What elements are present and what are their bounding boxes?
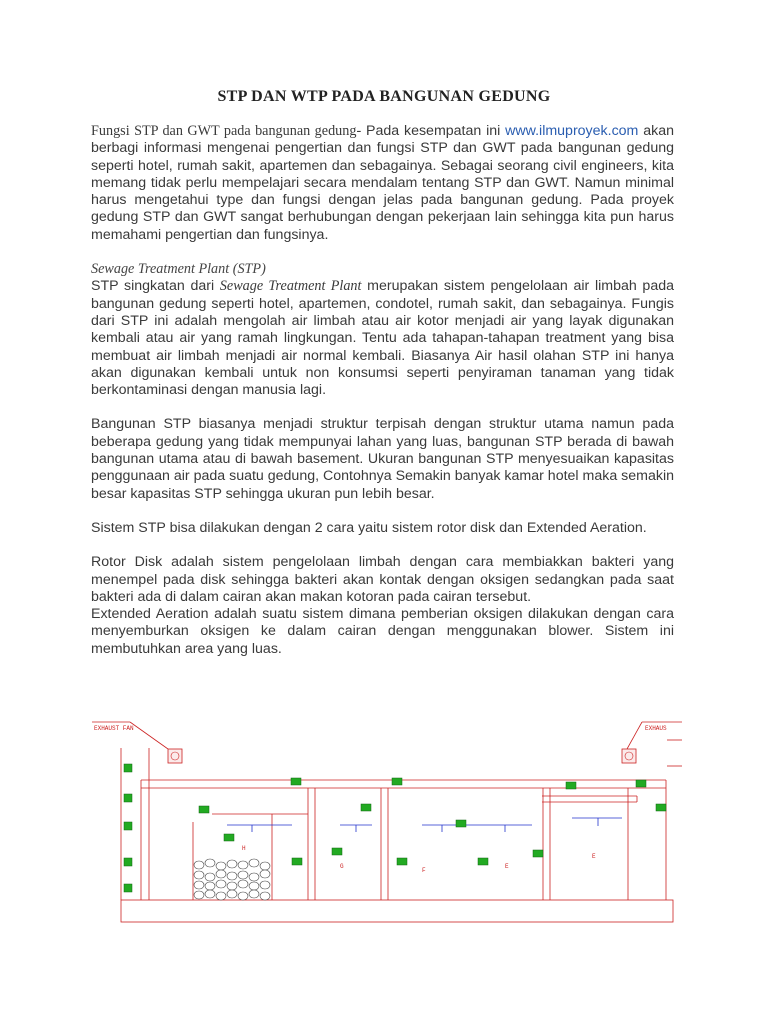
exhaust-fan-label-left: EXHAUST FAN (94, 725, 134, 732)
chamber-label-h: H (242, 845, 246, 852)
site-link[interactable]: www.ilmuproyek.com (505, 123, 639, 139)
stp-paragraph-2: Bangunan STP biasanya menjadi struktur terpisah dengan struktur utama namun pada beberapa gedung yang tidak mempunyai lahan yang luas, bangunan STP berada di bawah bangunan utama atau di bawah basement. Ukuran bangunan STP menyesuaikan kapasitas penggunaan air pada suatu gedung, Contohnya Semakin banyak kamar hotel maka semakin besar kapasitas STP sehingga ukuran pun lebih besar. (91, 416, 674, 502)
intro-text-1: Pada kesempatan ini (361, 123, 506, 139)
exhaust-fan-label-right: EXHAUS (645, 725, 667, 732)
stp-para1-text-a: STP singkatan dari (91, 278, 220, 295)
stp-paragraph-3: Sistem STP bisa dilakukan dengan 2 cara yaitu sistem rotor disk dan Extended Aeration. (91, 519, 647, 536)
chamber-label-f: F (422, 867, 426, 874)
article-body (91, 123, 674, 658)
intro-lead: Fungsi STP dan GWT pada bangunan gedung- (91, 123, 362, 139)
stp-paragraph-1 (91, 278, 674, 399)
chamber-label-e1: E (505, 863, 509, 870)
extended-aeration-paragraph: Extended Aeration adalah suatu sistem dimana pemberian oksigen dilakukan dengan cara menyemburkan oksigen ke dalam cairan dengan menggunakan blower. Sistem ini membutuhkan area yang luas. (91, 606, 674, 657)
intro-text-2: akan berbagi informasi mengenai pengertian dan fungsi STP dan GWT pada bangunan gedung seperti hotel, rumah sakit, apartemen dan sebagainya. Sebagai seorang civil engineers, kita memang tidak perlu mempelajari secara mendalam tentang STP dan GWT. Namun minimal harus mengetahui type dan fungsi dengan jelas pada bangunan gedung. Pada proyek gedung STP dan GWT sangat berhubungan dengan pekerjaan lain sehingga kita pun harus memahami pengertian dan fungsinya. (91, 123, 674, 243)
rotor-disk-paragraph: Rotor Disk adalah sistem pengelolaan limbah dengan cara membiakkan bakteri yang menempel pada disk sehingga bakteri akan kontak dengan oksigen sedangkan pada saat bakteri ada di dalam cairan akan makan kotoran pada cairan tersebut. (91, 554, 674, 605)
section-heading-stp: Sewage Treatment Plant (STP) (91, 261, 266, 278)
intro-paragraph (91, 123, 674, 244)
document-title: STP DAN WTP PADA BANGUNAN GEDUNG (217, 88, 551, 105)
chamber-label-e2: E (592, 853, 596, 860)
stp-para1-italic: Sewage Treatment Plant (219, 278, 362, 295)
chamber-label-g: G (340, 863, 344, 870)
stp-section-drawing (92, 718, 682, 926)
stp-para1-text-b: merupakan sistem pengelolaan air limbah pada bangunan gedung seperti hotel, apartemen, condotel, rumah sakit, dan sebagainya. Fungis dari STP ini adalah mengolah air limbah atau air kotor menjadi air yang layak digunakan kembali atau air yang ramah lingkungan. Tentu ada tahapan-tahapan treatment yang bisa membuat air limbah menjadi air normal kembali. Biasanya Air hasil olahan STP ini hanya akan digunakan kembali untuk non konsumsi seperti penyiraman tanaman yang tidak berkontaminasi dengan manusia lagi. (91, 278, 674, 399)
